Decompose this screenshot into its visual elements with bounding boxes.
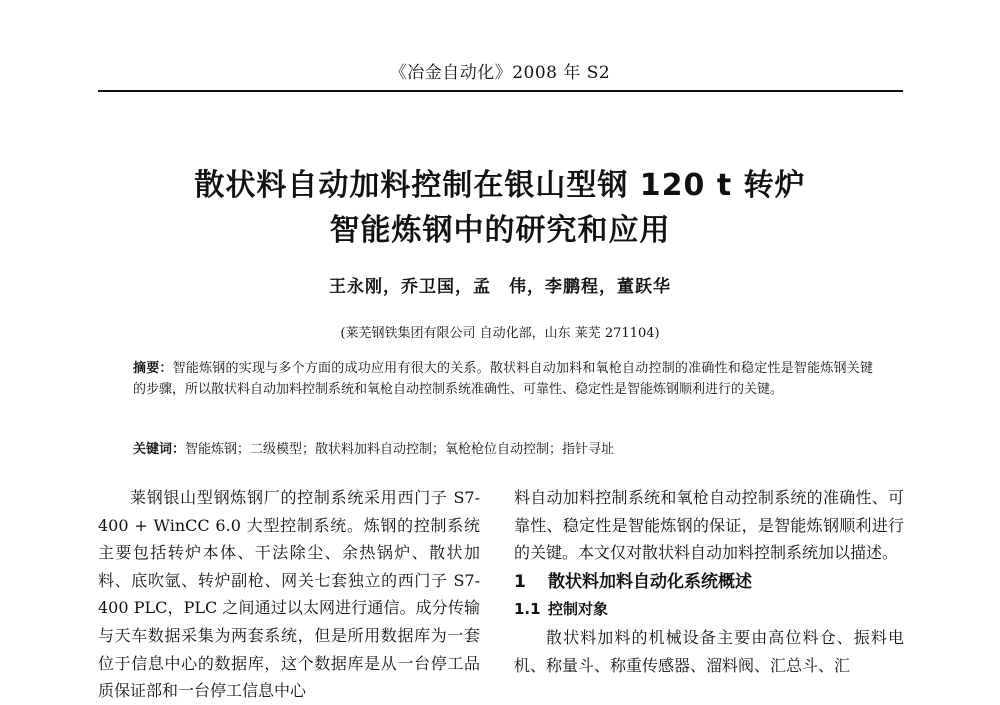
section-heading-1-1: [514, 596, 904, 624]
left-column: [98, 484, 480, 705]
section-heading-1: [514, 569, 904, 597]
authors: 王永刚，乔卫国，孟 伟，李鹏程，董跃华: [329, 277, 671, 297]
subsection-title: 控制对象: [548, 600, 609, 619]
section-number: 1: [514, 571, 526, 592]
subsection-number: 1.1: [514, 600, 541, 619]
right-column: [514, 484, 904, 679]
abstract-label: 摘要：: [133, 361, 173, 376]
section-title: 散状料加料自动化系统概述: [548, 571, 752, 592]
abstract-text: 智能炼钢的实现与多个方面的成功应用有很大的关系。散状料自动加料和氧枪自动控制的准确性和稳定性是智能炼钢关键的步骤，所以散状料自动加料控制系统和氧枪自动控制系统准确性、可靠性、稳定性是智能炼钢顺利进行的关键。: [133, 361, 873, 397]
paper-title-line-1: 散状料自动加料控制在银山型钢 120 t 转炉: [194, 168, 806, 203]
keywords-label: 关键词：: [133, 442, 186, 457]
journal-header: 《冶金自动化》2008 年 S2: [389, 63, 611, 83]
paper-title-line-2: 智能炼钢中的研究和应用: [329, 213, 671, 248]
keywords: [133, 438, 873, 457]
body-paragraph-continued: 料自动加料控制系统和氧枪自动控制系统的准确性、可靠性、稳定性是智能炼钢的保证，是智能炼钢顺利进行的关键。本文仅对散状料自动加料控制系统加以描述。: [514, 488, 904, 563]
subsection-paragraph: 散状料加料的机械设备主要由高位料仓、振料电机、称量斗、称重传感器、溜料阀、汇总斗、汇: [514, 627, 904, 675]
body-paragraph: 莱钢银山型钢炼钢厂的控制系统采用西门子 S7-400 + WinCC 6.0 大型控制系统。炼钢的控制系统主要包括转炉本体、干法除尘、余热锅炉、散状加料、底吹氩、转炉副枪、网关七套独立的西门子 S7-400 PLC，PLC 之间通过以太网进行通信。成分传输与天车数据采集为两套系统，但是所用数据库为一套位于信息中心的数据库，这个数据库是从一台停工品质保证部和一台停工信息中心: [98, 488, 480, 701]
header-rule: [98, 90, 903, 92]
affiliation: (莱芜钢铁集团有限公司 自动化部，山东 莱芜 271104): [340, 326, 660, 341]
keywords-text: 智能炼钢；二级模型；散状料加料自动控制；氧枪枪位自动控制；指针寻址: [185, 442, 615, 457]
abstract: [133, 358, 873, 400]
